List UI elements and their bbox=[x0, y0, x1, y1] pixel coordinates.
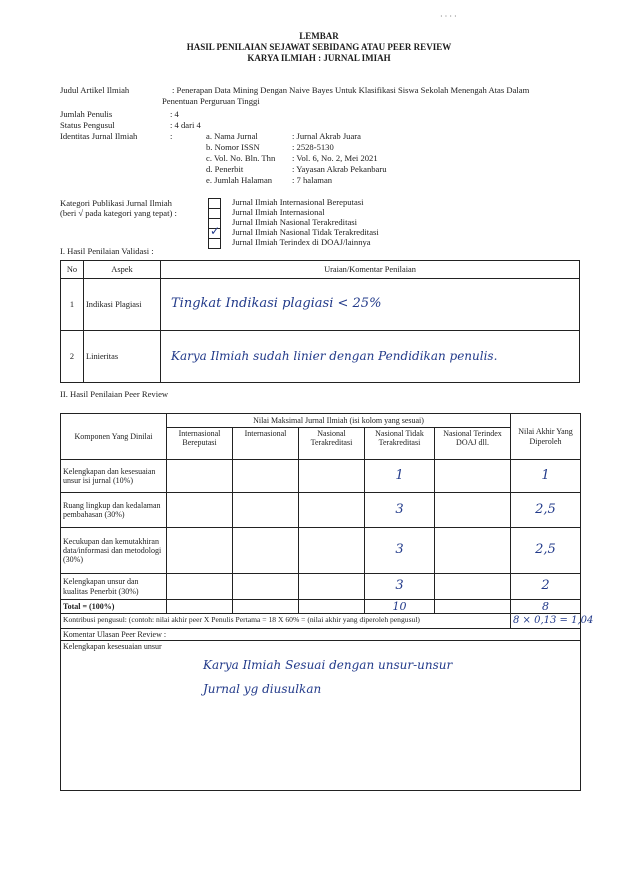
validasi-row-no: 1 bbox=[61, 279, 84, 331]
title-line-1: LEMBAR bbox=[299, 31, 339, 41]
judul-value-1: : Penerapan Data Mining Dengan Naive Bayes Untuk Klasifikasi Siswa Sekolah Menengah Atas Dalam bbox=[172, 85, 530, 95]
top-corner-mark: · · · · bbox=[440, 12, 457, 21]
validasi-heading: I. Hasil Penilaian Validasi : bbox=[60, 246, 154, 256]
table-row bbox=[61, 460, 581, 493]
kategori-label-2: (beri √ pada kategori yang tepat) : bbox=[60, 208, 177, 218]
nilai-akhir-header: Nilai Akhir Yang Diperoleh bbox=[511, 414, 581, 460]
komponen-cell: Kelengkapan dan kesesuaian unsur isi jurnal (10%) bbox=[61, 460, 167, 493]
jumlah-penulis-value: : 4 bbox=[170, 109, 179, 119]
nilai-akhir-cell: 2,5 bbox=[511, 493, 581, 528]
identitas-label: Identitas Jurnal Ilmiah bbox=[60, 131, 138, 141]
kontribusi-label: Kontribusi pengusul: (contoh: nilai akhir peer X Penulis Pertama = 18 X 60% = (nilai akhir yang diperoleh pengusul) bbox=[61, 614, 511, 629]
nilai-cell: 3 bbox=[365, 493, 435, 528]
komentar-label: Komentar Ulasan Peer Review : bbox=[61, 628, 581, 640]
identitas-halaman-label: e. Jumlah Halaman bbox=[206, 175, 273, 185]
komponen-cell: Kelengkapan unsur dan kualitas Penerbit (30%) bbox=[61, 574, 167, 600]
nilai-cell: 3 bbox=[365, 528, 435, 574]
kelengkapan-label: Kelengkapan kesesuaian unsur bbox=[63, 641, 162, 651]
identitas-nama-label: a. Nama Jurnal bbox=[206, 131, 258, 141]
table-row bbox=[61, 528, 581, 574]
identitas-penerbit-label: d. Penerbit bbox=[206, 164, 244, 174]
kategori-option-3: Jurnal Ilmiah Nasional Terakreditasi bbox=[232, 217, 358, 227]
nilai-cell: 1 bbox=[365, 460, 435, 493]
table-row bbox=[61, 279, 580, 331]
validasi-col-uraian: Uraian/Komentar Penilaian bbox=[161, 261, 580, 279]
subheader-internasional-bereputasi: Internasional Bereputasi bbox=[167, 428, 233, 460]
table-row bbox=[61, 331, 580, 383]
kategori-option-2: Jurnal Ilmiah Internasional bbox=[232, 207, 325, 217]
subheader-nasional-tidak-terakreditasi: Nasional Tidak Terakreditasi bbox=[365, 428, 435, 460]
identitas-issn-label: b. Nomor ISSN bbox=[206, 142, 260, 152]
subheader-terindex-doaj: Nasional Terindex DOAJ dll. bbox=[435, 428, 511, 460]
komentar-line-1: Karya Ilmiah Sesuai dengan unsur-unsur bbox=[203, 657, 453, 672]
title-line-3: KARYA ILMIAH : JURNAL IMIAH bbox=[247, 53, 391, 63]
subheader-internasional: Internasional bbox=[233, 428, 299, 460]
kontribusi-row bbox=[61, 614, 581, 629]
peer-table bbox=[60, 413, 594, 791]
validasi-row-aspek: Linieritas bbox=[84, 331, 161, 383]
judul-value-2: Penentuan Perguruan Tinggi bbox=[162, 96, 260, 106]
status-pengusul-label: Status Pengusul bbox=[60, 120, 115, 130]
komponen-cell: Ruang lingkup dan kedalaman pembahasan (30%) bbox=[61, 493, 167, 528]
kategori-option-5: Jurnal Ilmiah Terindex di DOAJ/lainnya bbox=[232, 237, 371, 247]
identitas-penerbit-value: : Yayasan Akrab Pekanbaru bbox=[292, 164, 387, 174]
validasi-row-komentar: Karya Ilmiah sudah linier dengan Pendidikan penulis. bbox=[161, 331, 580, 383]
komponen-cell: Kecukupan dan kemutakhiran data/informasi dan metodologi (30%) bbox=[61, 528, 167, 574]
table-row bbox=[61, 574, 581, 600]
identitas-nama-value: : Jurnal Akrab Juara bbox=[292, 131, 361, 141]
validasi-table bbox=[60, 260, 580, 383]
validasi-row-no: 2 bbox=[61, 331, 84, 383]
identitas-vol-label: c. Vol. No. Bln. Thn bbox=[206, 153, 276, 163]
nilai-akhir-cell: 2 bbox=[511, 574, 581, 600]
title-line-2: HASIL PENILAIAN SEJAWAT SEBIDANG ATAU PEER REVIEW bbox=[186, 42, 452, 52]
total-label: Total = (100%) bbox=[61, 600, 167, 614]
checkbox-terindex-doaj[interactable] bbox=[208, 238, 221, 249]
kontribusi-value: 8 × 0,13 = 1,04 bbox=[511, 614, 581, 629]
jumlah-penulis-label: Jumlah Penulis bbox=[60, 109, 113, 119]
identitas-vol-value: : Vol. 6, No. 2, Mei 2021 bbox=[292, 153, 378, 163]
total-nilai: 10 bbox=[365, 600, 435, 614]
validasi-row-komentar: Tingkat Indikasi plagiasi < 25% bbox=[161, 279, 580, 331]
identitas-halaman-value: : 7 halaman bbox=[292, 175, 333, 185]
judul-label: Judul Artikel Ilmiah bbox=[60, 85, 130, 95]
komponen-header: Komponen Yang Dinilai bbox=[61, 414, 167, 460]
nilai-maksimal-header: Nilai Maksimal Jurnal Ilmiah (isi kolom yang sesuai) bbox=[167, 414, 511, 428]
nilai-cell: 3 bbox=[365, 574, 435, 600]
validasi-col-no: No bbox=[61, 261, 84, 279]
kategori-option-4: Jurnal Ilmiah Nasional Tidak Terakreditasi bbox=[232, 227, 379, 237]
identitas-sep: : bbox=[170, 131, 173, 141]
komentar-line-2: Jurnal yg diusulkan bbox=[203, 681, 322, 696]
total-akhir: 8 bbox=[511, 600, 581, 614]
validasi-row-aspek: Indikasi Plagiasi bbox=[84, 279, 161, 331]
nilai-akhir-cell: 2,5 bbox=[511, 528, 581, 574]
nilai-akhir-cell: 1 bbox=[511, 460, 581, 493]
peer-heading: II. Hasil Penilaian Peer Review bbox=[60, 389, 169, 399]
total-row bbox=[61, 600, 581, 614]
kategori-option-1: Jurnal Ilmiah Internasional Bereputasi bbox=[232, 197, 364, 207]
checkmark-icon: ✓ bbox=[210, 224, 221, 238]
status-pengusul-value: : 4 dari 4 bbox=[170, 120, 201, 130]
table-row bbox=[61, 493, 581, 528]
validasi-col-aspek: Aspek bbox=[84, 261, 161, 279]
kategori-label-1: Kategori Publikasi Jurnal Ilmiah bbox=[60, 198, 172, 208]
komentar-box bbox=[61, 640, 581, 790]
identitas-issn-value: : 2528-5130 bbox=[292, 142, 334, 152]
subheader-nasional-terakreditasi: Nasional Terakreditasi bbox=[299, 428, 365, 460]
